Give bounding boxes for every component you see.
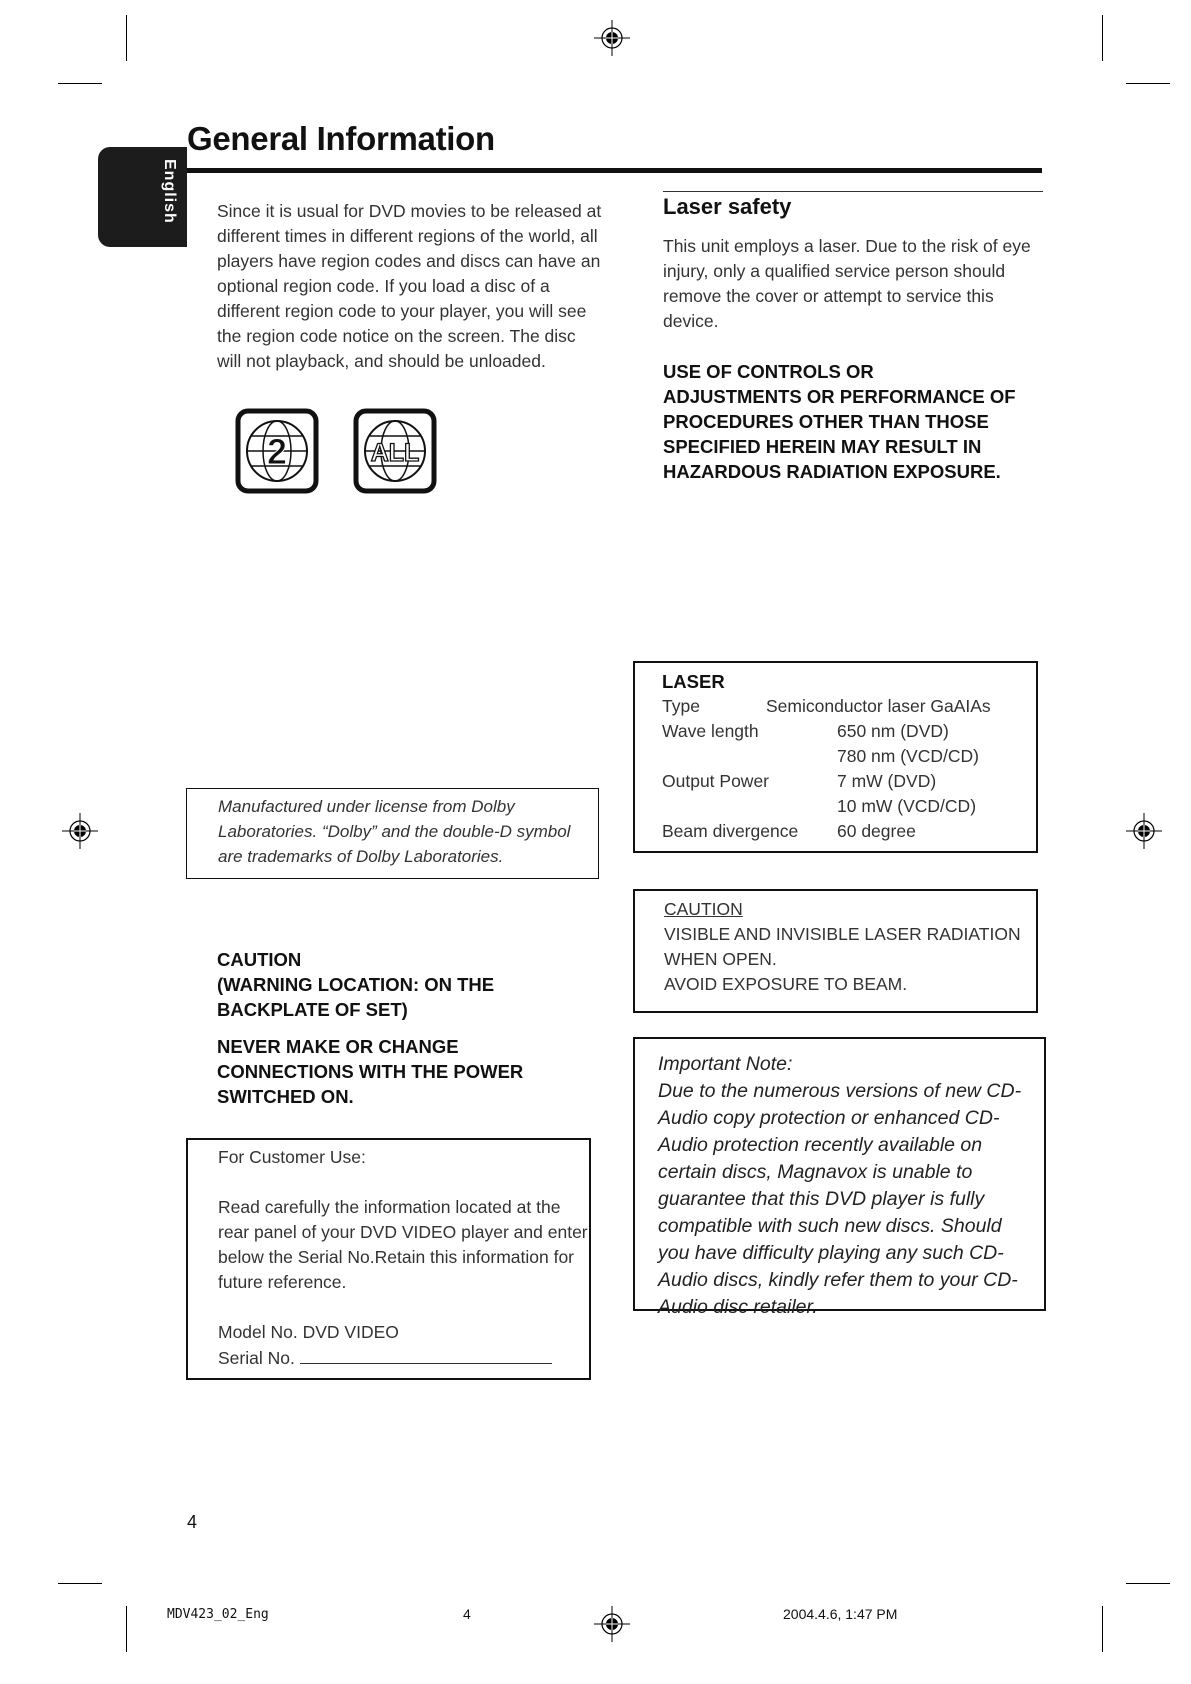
title-rule	[187, 168, 1042, 173]
region-2-label: 2	[266, 431, 288, 472]
registration-mark-icon	[62, 813, 98, 849]
region-2-icon	[235, 408, 319, 494]
crop-mark	[1126, 83, 1170, 84]
laser-spec-box	[633, 661, 1038, 853]
customer-use-box	[186, 1138, 591, 1380]
crop-mark	[1126, 1583, 1170, 1584]
important-note-text: Due to the numerous versions of new CD-Audio copy protection or enhanced CD-Audio protection recently available on certain discs, Magnavox is unable to guarantee that this DVD player is fully compatible with such new discs. Should you have difficulty playing any such CD-Audio discs, kindly refer them to your CD-Audio disc retailer.	[658, 1080, 1022, 1318]
region-all-icon	[353, 408, 437, 494]
laser-caution-line: WHEN OPEN.	[664, 949, 777, 969]
spec-label: Type	[662, 696, 700, 716]
power-warning-line: SWITCHED ON.	[217, 1086, 354, 1107]
spec-label: Beam divergence	[662, 821, 799, 841]
crop-mark	[126, 15, 127, 61]
laser-safety-warning	[663, 359, 1048, 484]
dolby-license-text: Manufactured under license from Dolby Laboratories. “Dolby” and the double-D symbol are trademarks of Dolby Laboratories.	[218, 797, 571, 866]
spec-row	[662, 694, 1036, 719]
crop-mark	[1102, 15, 1103, 61]
region-code-icons	[235, 408, 435, 498]
spec-row	[662, 819, 1036, 844]
region-code-paragraph: Since it is usual for DVD movies to be released at different times in different regions of the world, all players have region codes and discs can have an optional region code. If you load a disc of a different region code to your player, you will see the region code notice on the screen. The disc will not playback, and should be unloaded.	[217, 201, 602, 371]
spec-row	[662, 744, 1036, 769]
laser-caution-line: AVOID EXPOSURE TO BEAM.	[664, 974, 908, 994]
caution-line: BACKPLATE OF SET)	[217, 999, 408, 1020]
caution-line: (WARNING LOCATION: ON THE	[217, 974, 495, 995]
page-number: 4	[187, 1512, 198, 1532]
model-number: Model No. DVD VIDEO	[218, 1322, 399, 1342]
laser-spec-heading: LASER	[662, 671, 725, 692]
warning-line: SPECIFIED HEREIN MAY RESULT IN	[663, 436, 982, 457]
registration-mark-icon	[1126, 813, 1162, 849]
customer-use-heading: For Customer Use:	[218, 1147, 366, 1167]
region-all-label: ALL	[370, 439, 420, 467]
spec-value: 650 nm (DVD)	[837, 721, 949, 741]
spec-value: 10 mW (VCD/CD)	[837, 796, 977, 816]
spec-row	[662, 719, 1036, 744]
warning-line: PROCEDURES OTHER THAN THOSE	[663, 411, 989, 432]
warning-line: HAZARDOUS RADIATION EXPOSURE.	[663, 461, 1001, 482]
registration-mark-icon	[594, 20, 630, 56]
spec-value: Semiconductor laser GaAIAs	[766, 696, 991, 716]
spec-value: 60 degree	[837, 821, 916, 841]
crop-mark	[126, 1606, 127, 1652]
serial-number-row	[218, 1345, 589, 1371]
footer-timestamp: 2004.4.6, 1:47 PM	[783, 1606, 898, 1622]
dolby-license-box	[186, 788, 599, 879]
caution-line: CAUTION	[217, 949, 302, 970]
laser-caution-heading: CAUTION	[664, 899, 743, 919]
laser-caution-line: VISIBLE AND INVISIBLE LASER RADIATION	[664, 924, 1021, 944]
laser-safety-title: Laser safety	[663, 194, 792, 219]
footer-file-code: MDV423_02_Eng	[167, 1607, 269, 1622]
spec-label: Output Power	[662, 771, 769, 791]
important-note-box	[633, 1037, 1046, 1318]
power-warning-line: NEVER MAKE OR CHANGE	[217, 1036, 459, 1057]
important-note-heading: Important Note:	[658, 1053, 793, 1075]
footer-page-number: 4	[463, 1606, 471, 1622]
caution-backplate	[217, 947, 597, 1022]
crop-mark	[58, 1583, 102, 1584]
crop-mark	[58, 83, 102, 84]
power-warning-line: CONNECTIONS WITH THE POWER	[217, 1061, 524, 1082]
spec-row	[662, 769, 1036, 794]
serial-number-field[interactable]	[300, 1345, 552, 1364]
language-tab	[98, 147, 187, 247]
page-title: General Information	[187, 120, 495, 157]
laser-safety-rule	[663, 191, 1043, 192]
laser-safety-paragraph: This unit employs a laser. Due to the risk of eye injury, only a qualified service person should remove the cover or attempt to service this device.	[663, 236, 1031, 331]
spec-label: Wave length	[662, 721, 759, 741]
serial-number-label: Serial No.	[218, 1348, 295, 1368]
spec-row	[662, 794, 1036, 819]
registration-mark-icon	[594, 1606, 630, 1642]
language-tab-label: English	[161, 159, 178, 224]
warning-line: USE OF CONTROLS OR	[663, 361, 874, 382]
crop-mark	[1102, 1606, 1103, 1652]
spec-value: 7 mW (DVD)	[837, 771, 937, 791]
warning-line: ADJUSTMENTS OR PERFORMANCE OF	[663, 386, 1016, 407]
spec-value: 780 nm (VCD/CD)	[837, 746, 979, 766]
power-warning	[217, 1034, 597, 1109]
customer-use-text: Read carefully the information located at the rear panel of your DVD VIDEO player and enter below the Serial No.Retain this information for future reference.	[218, 1197, 588, 1292]
laser-caution-box	[633, 889, 1038, 1013]
